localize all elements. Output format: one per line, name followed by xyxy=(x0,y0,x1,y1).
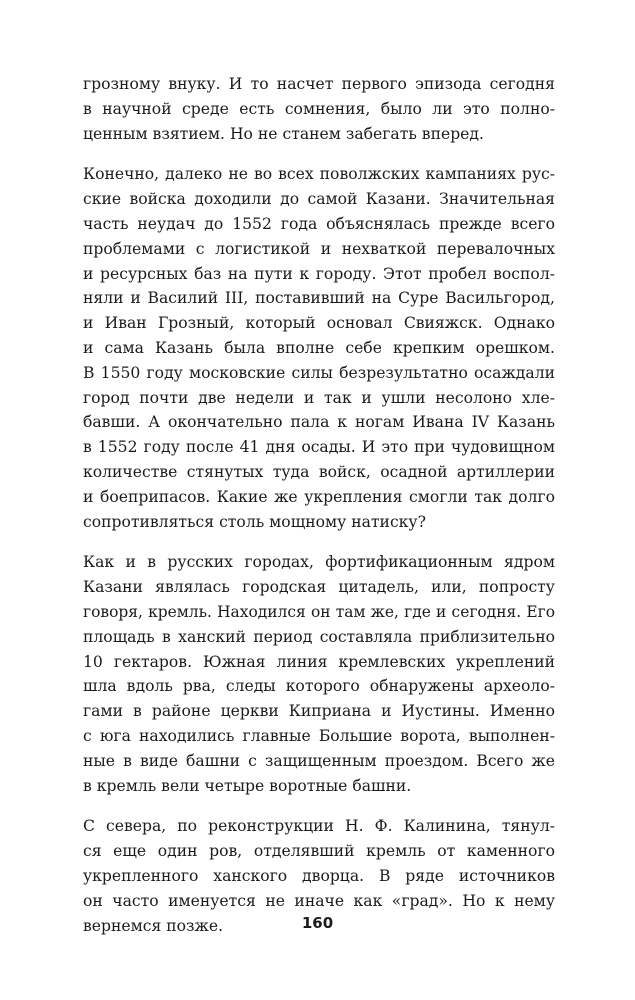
paragraph-3 xyxy=(83,550,555,798)
text-line: ценным взятием. Но не станем забегать вперед. xyxy=(83,124,484,143)
text-line: няли и Василий III, поставивший на Суре Васильгород, xyxy=(83,289,555,308)
text-line: и боеприпасов. Какие же укрепления смогли так долго xyxy=(83,487,555,506)
text-line: Конечно, далеко не во всех поволжских кампаниях рус- xyxy=(83,165,555,184)
page-body xyxy=(83,72,555,954)
text-line: проблемами с логистикой и нехваткой перевалочных xyxy=(83,239,555,258)
text-line: площадь в ханский период составляла приблизительно xyxy=(83,627,555,646)
text-line: С севера, по реконструкции Н. Ф. Калинина, тянул- xyxy=(83,817,555,836)
text-line: город почти две недели и так и ушли несолоно хле- xyxy=(83,388,555,407)
text-line: и ресурсных баз на пути к городу. Этот пробел воспол- xyxy=(83,264,555,283)
text-line: В 1550 году московские силы безрезультатно осаждали xyxy=(83,363,555,382)
text-line: в 1552 году после 41 дня осады. И это при чудовищном xyxy=(83,438,555,457)
text-line: вернемся позже. xyxy=(83,916,224,935)
text-line: ные в виде башни с защищенным проездом. Всего же xyxy=(83,751,555,770)
text-line: количестве стянутых туда войск, осадной артиллерии xyxy=(83,462,555,481)
text-line: укрепленного ханского дворца. В ряде источников xyxy=(83,866,555,885)
text-line: часть неудач до 1552 года объяснялась прежде всего xyxy=(83,214,555,233)
text-line: говоря, кремль. Находился он там же, где и сегодня. Его xyxy=(83,602,555,621)
text-line: 10 гектаров. Южная линия кремлевских укреплений xyxy=(83,652,555,671)
text-line: и Иван Грозный, который основал Свияжск. Однако xyxy=(83,314,555,333)
page-number: 160 xyxy=(301,914,334,932)
text-line: ся еще один ров, отделявший кремль от каменного xyxy=(83,842,555,861)
paragraph-1 xyxy=(83,72,555,146)
text-line: в научной среде есть сомнения, было ли это полно- xyxy=(83,99,555,118)
text-line: Как и в русских городах, фортификационным ядром xyxy=(83,553,555,572)
text-line: сопротивляться столь мощному натиску? xyxy=(83,512,426,531)
text-line: гами в районе церкви Киприана и Иустины. Именно xyxy=(83,702,555,721)
text-line: и сама Казань была вполне себе крепким орешком. xyxy=(83,338,555,357)
text-line: бавши. А окончательно пала к ногам Ивана IV Казань xyxy=(83,413,555,432)
paragraph-2 xyxy=(83,162,555,534)
text-line: он часто именуется не иначе как «град». Но к нему xyxy=(83,891,555,910)
text-line: грозному внуку. И то насчет первого эпизода сегодня xyxy=(83,75,555,93)
text-line: в кремль вели четыре воротные башни. xyxy=(83,776,412,795)
text-line: Казани являлась городская цитадель, или, попросту xyxy=(83,578,555,597)
text-line: ские войска доходили до самой Казани. Значительная xyxy=(83,190,555,209)
text-line: с юга находились главные Большие ворота, выполнен- xyxy=(83,726,555,745)
text-line: шла вдоль рва, следы которого обнаружены археоло- xyxy=(83,677,555,696)
